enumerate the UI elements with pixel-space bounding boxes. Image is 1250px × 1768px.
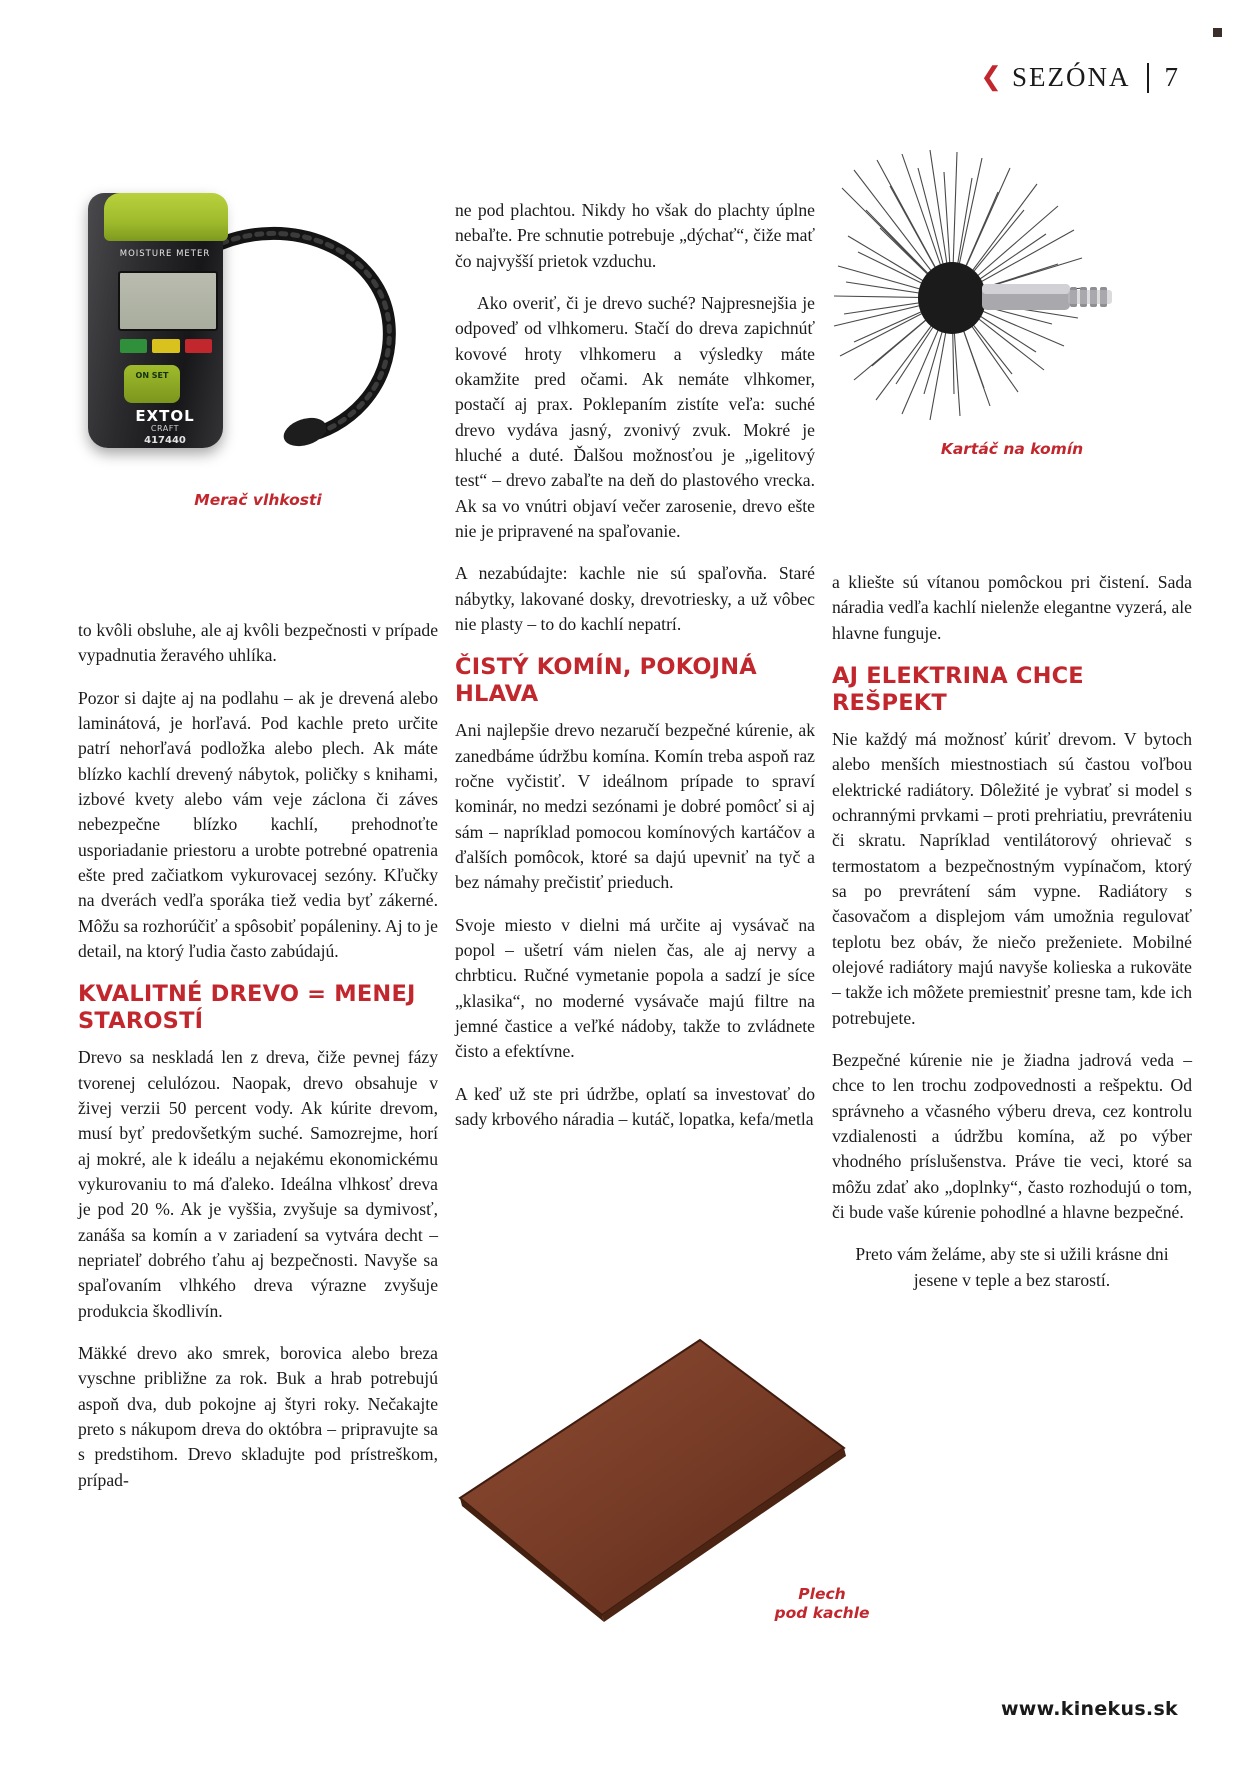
figure-stove-plate [452, 1330, 870, 1700]
led-yellow [152, 339, 179, 353]
paragraph: Bezpečné kúrenie nie je žiadna jadrová veda – chce to len trochu zodpovednosti a rešpektu. Od správneho a včasného výberu dreva, cez kontrolu vzdialenosti a údržbu komína, až po výber vhodného príslušenstva. Práve tie veci, ktoré sa môžu zdať ako „doplnky“, často rozhodujú o tom, či bude vaše kúrenie pohodlné a hlavne bezpečné. [832, 1049, 1192, 1222]
meter-green-cap [104, 193, 228, 241]
text-column-3 [832, 570, 1192, 1293]
left-chevron-icon: ❮ [980, 61, 1002, 91]
text-column-2 [455, 198, 815, 1132]
paragraph: A nezabúdajte: kachle nie sú spaľovňa. Staré nábytky, lakované dosky, drevotriesky, a už vôbec nie plasty – to do kachlí nepatrí. [455, 563, 815, 634]
plate-caption-line1: Plech [798, 1585, 846, 1603]
meter-body [88, 193, 223, 448]
paragraph: Ani najlepšie drevo nezaručí bezpečné kúrenie, ak zanedbáme údržbu komína. Komín treba aspoň raz ročne vyčistiť. V ideálnom prípade to spraví kominár, no medzi sezónami je dobré pomôcť si aj sám – napríklad pomocou komínových kartáčov a ďalších pomôcok, ktoré sa dajú upevniť na tyč a bez námahy prečistiť prieduch. [455, 720, 815, 893]
led-green [120, 339, 147, 353]
paragraph: Ako overiť, či je drevo suché? Najpresnejšia je odpoveď od vlhkomeru. Stačí do dreva zapichnúť kovové hroty vlhkomeru a výsledky máte okamžite pred očami. Ak nemáte vlhkomer, postačí aj prax. Poklepaním zistíte veľa: suché drevo vydáva jasný, zvonivý zvuk. Mokré je hluché a duté. Ďalšou možnosťou je „igelitový test“ – drevo zabaľte na deň do plastového vrecka. Ak sa vo vnútri objaví večer zarosenie, drevo ešte nie je pripravené na spaľovanie. [455, 292, 815, 541]
footer-website[interactable]: www.kinekus.sk [1000, 1698, 1178, 1720]
paragraph: to kvôli obsluhe, ale aj kvôli bezpečnosti v prípade vypadnutia žeravého uhlíka. [78, 620, 438, 666]
paragraph: A keď už ste pri údržbe, oplatí sa investovať do sady krbového náradia – kutáč, lopatka, kefa/metla [455, 1083, 815, 1129]
meter-caption: Merač vlhkosti [194, 491, 322, 509]
paragraph: Drevo sa neskladá len z dreva, čiže pevnej fázy tvorenej celulózou. Naopak, drevo obsahuje v živej verzii 50 percent vody. Ak kúrite drevom, musí byť predovšetkým suché. Samozrejme, horí aj mokré, ale k ideálu a nejakému ekonomickému vykurovaniu to má ďaleko. Ideálna vlhkosť dreva je pod 20 %. Ak je vyššia, zvyšuje sa dymivosť, zanáša sa komín a v zariadení sa vytvára decht – nepriateľ dobrého ťahu aj bezpečnosti. Navyše sa spaľovaním vlhkého dreva výrazne zvyšuje produkcia škodlivín. [78, 1047, 438, 1321]
page-number: 7 [1164, 62, 1178, 92]
meter-brand: EXTOL [135, 407, 195, 425]
paragraph: Mäkké drevo ako smrek, borovica alebo breza vyschne približne za rok. Buk a hrab potrebujú aspoň dva, dub pokojne aj štyri roky. Nečakajte preto s nákupom dreva do októbra – pripravujte sa s predstihom. Drevo skladujte pod prístreškom, prípad- [78, 1342, 438, 1490]
paragraph: a kliešte sú vítanou pomôckou pri čistení. Sada náradia vedľa kachlí nielenže elegantne vyzerá, ale hlavne funguje. [832, 572, 1192, 643]
paragraph: Nie každý má možnosť kúriť drevom. V bytoch alebo menších miestnostiach sú častou voľbou elektrické radiátory. Dôležité je vybrať si model s ochrannými prvkami – proti prehriatiu, prevráteniu či skratu. Napríklad ventilátorový ohrievač s termostatom a bezpečnostným vypínačom, ktorý sa po prevrátení sám vypne. Radiátory s časovačom a displejom vám umožnia regulovať teplotu bez obáv, že niečo preženiete. Mobilné olejové radiátory majú navyše kolieska a rukoväte – takže ich môžete premiestniť presne tam, kde ich potrebujete. [832, 728, 1192, 1028]
figure-moisture-meter [78, 185, 438, 530]
section-heading-cisty-komin: ČISTÝ KOMÍN, POKOJNÁ HLAVA [455, 654, 757, 708]
meter-product-code: 417440 [144, 435, 186, 446]
closing-paragraph: Preto vám želáme, aby ste si užili krásne dni jesene v teple a bez starostí. [855, 1244, 1169, 1290]
paragraph: Pozor si dajte aj na podlahu – ak je drevená alebo laminátová, je horľavá. Pod kachle preto určite patrí nehorľavá podložka alebo plech. Ak máte blízko kachlí drevený nábytok, poličky s knihami, izbové kvety alebo vám veje záclona či záves nebezpečne blízko kachlí, prehodnoťte usporiadanie priestoru a urobte potrebné opatrenia ešte pred začiatkom vykurovacej sezóny. Kľučky na dverách vedľa sporáka tiež vedia byť zákerné. Môžu sa rozhorúčiť a spôsobiť popáleniny. Aj to je detail, na ktorý ľudia často zabúdajú. [78, 687, 438, 961]
corner-registration-mark [1213, 28, 1222, 37]
meter-led-bar [120, 339, 212, 353]
meter-device-label: MOISTURE METER [119, 249, 211, 259]
section-heading-kvalitne-drevo: KVALITNÉ DREVO = MENEJ STAROSTÍ [78, 981, 416, 1035]
paragraph: ne pod plachtou. Nikdy ho však do plachty úplne nebaľte. Pre schnutie potrebuje „dýchať“, čiže mať čo najvyšší prietok vzduchu. [455, 200, 815, 271]
plate-caption [737, 1585, 907, 1624]
header-divider [1147, 63, 1149, 93]
section-heading-aj-elektrina: AJ ELEKTRINA CHCE REŠPEKT [832, 662, 1084, 716]
wrist-strap-illustration [193, 220, 408, 450]
chimney-brush-illustration [832, 148, 1192, 438]
plate-caption-line2: pod kachle [774, 1604, 870, 1623]
section-label: SEZÓNA [1012, 62, 1131, 92]
brush-caption: Kartáč na komín [940, 440, 1084, 458]
meter-lcd-screen [118, 271, 218, 331]
figure-chimney-brush [832, 148, 1192, 478]
led-red [185, 339, 212, 353]
paragraph: Svoje miesto v dielni má určite aj vysávač na popol – ušetrí vám nielen čas, ale aj nervy a chrbticu. Ručné vymetanie popola a sadzí je síce „klasika“, no moderné vysávače majú filtre na jemné častice a veľké nádoby, takže to zvládnete čisto a efektívne. [455, 914, 815, 1062]
meter-on-set-button: ON SET [124, 365, 180, 403]
page-header [980, 62, 1178, 93]
meter-brand-sub: CRAFT [150, 424, 180, 433]
text-column-1 [78, 618, 438, 1493]
